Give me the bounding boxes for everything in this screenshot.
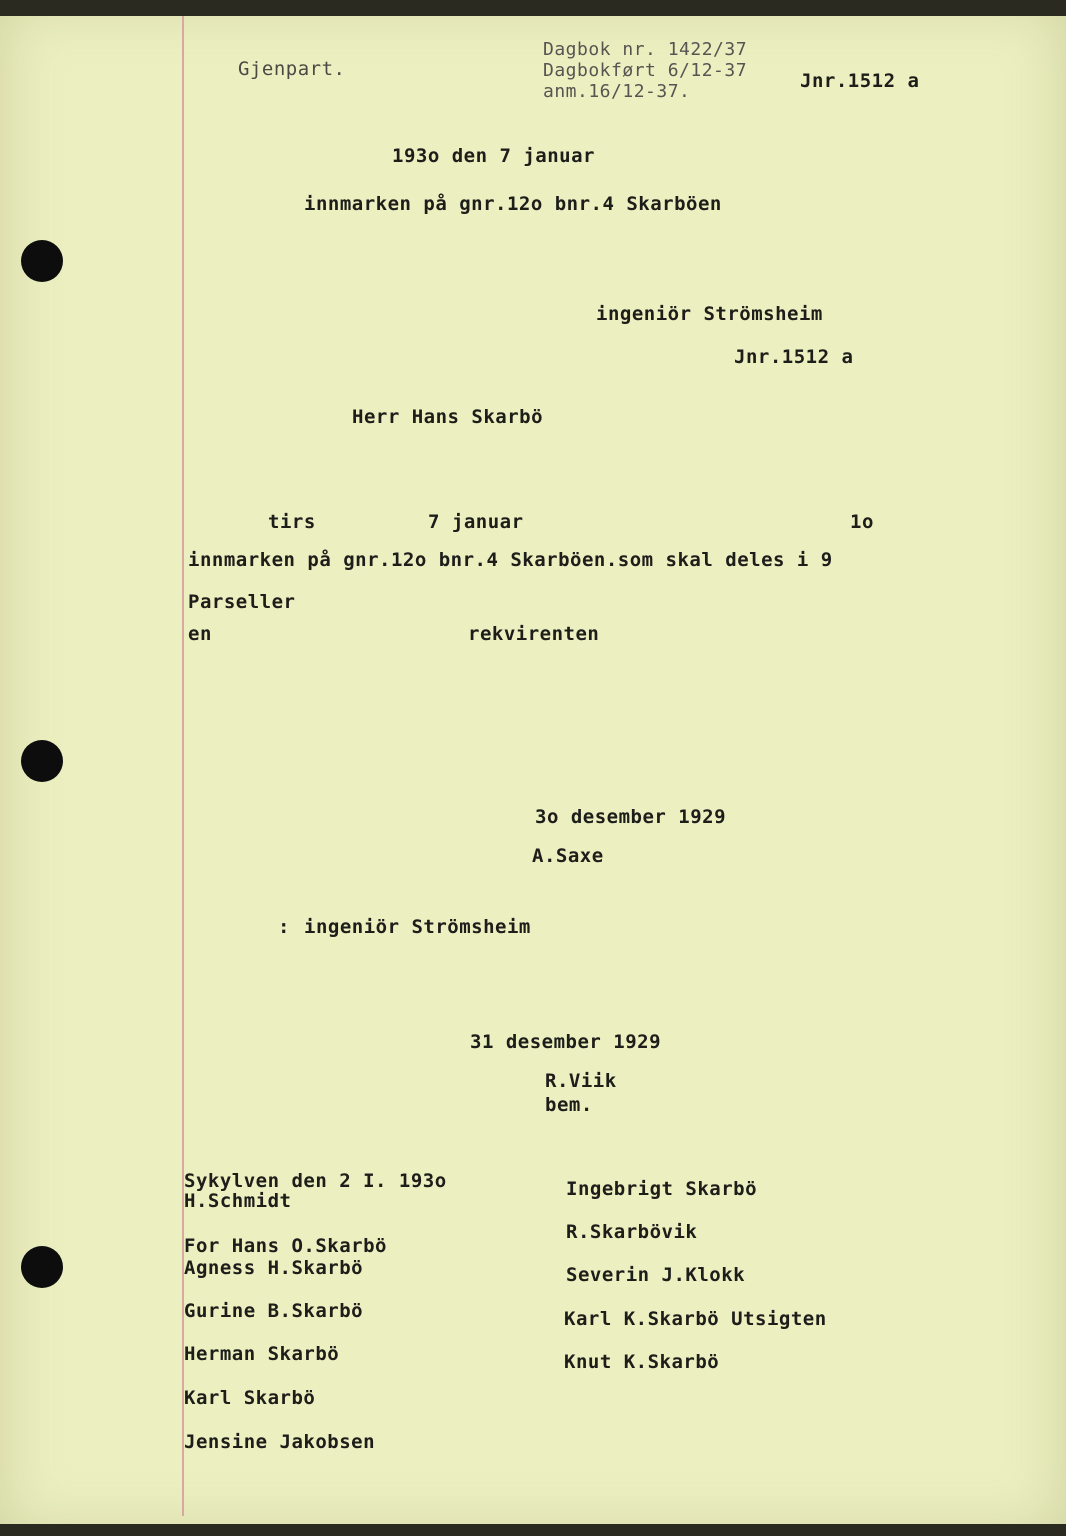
registry-stamp-line1: Dagbok nr. 1422/37 xyxy=(543,39,748,60)
signatory-right-4: Karl K.Skarbö Utsigten xyxy=(564,1308,827,1330)
meeting-day: tirs xyxy=(268,511,316,533)
punch-hole xyxy=(21,1246,63,1288)
registry-stamp-line2: Dagbokført 6/12-37 xyxy=(543,60,748,81)
signatory-left-6: Jensine Jakobsen xyxy=(184,1431,376,1453)
engineer-line-text: ingeniör Strömsheim xyxy=(304,916,531,938)
punch-hole xyxy=(21,240,63,282)
signatory-right-2: R.Skarbövik xyxy=(566,1221,698,1243)
addressee: Herr Hans Skarbö xyxy=(352,406,544,428)
signatory-right-3: Severin J.Klokk xyxy=(566,1264,746,1286)
requester-word: rekvirenten xyxy=(468,623,600,645)
copy-label: Gjenpart. xyxy=(238,58,346,80)
meeting-date: 7 januar xyxy=(428,511,524,533)
signatory-right-5: Knut K.Skarbö xyxy=(564,1351,720,1373)
registry-stamp-line3: anm.16/12-37. xyxy=(543,81,691,102)
margin-line xyxy=(182,16,184,1516)
journal-reference: Jnr.1512 a xyxy=(800,70,920,92)
signatory-right-1: Ingebrigt Skarbö xyxy=(566,1178,758,1200)
signatory-left-4: Herman Skarbö xyxy=(184,1343,340,1365)
signature1-name: A.Saxe xyxy=(532,845,604,867)
signature2-note: bem. xyxy=(545,1094,593,1116)
signatory-left-3: Gurine B.Skarbö xyxy=(184,1300,364,1322)
en-word: en xyxy=(188,623,212,645)
engineer-line-colon: : xyxy=(278,916,290,938)
summary-property: innmarken på gnr.12o bnr.4 Skarböen xyxy=(304,193,722,215)
scan-bottom-edge xyxy=(0,1524,1066,1536)
scan-top-edge xyxy=(0,0,1066,16)
signature2-name: R.Viik xyxy=(545,1070,617,1092)
signing-place-date: Sykylven den 2 I. 193o xyxy=(184,1170,447,1192)
summary-date: 193o den 7 januar xyxy=(392,145,595,167)
signatory-left-2: Agness H.Skarbö xyxy=(184,1257,364,1279)
notice-body-line: innmarken på gnr.12o bnr.4 Skarböen.som skal deles i 9 xyxy=(188,549,833,571)
meeting-time: 1o xyxy=(850,511,874,533)
signing-witness: H.Schmidt xyxy=(184,1190,292,1212)
punch-hole xyxy=(21,740,63,782)
notice-journal-reference: Jnr.1512 a xyxy=(734,346,854,368)
parcels-word: Parseller xyxy=(188,591,296,613)
engineer-name: ingeniör Strömsheim xyxy=(596,303,823,325)
signature2-date: 31 desember 1929 xyxy=(470,1031,662,1053)
signature1-date: 3o desember 1929 xyxy=(535,806,727,828)
signatory-left-5: Karl Skarbö xyxy=(184,1387,316,1409)
signatory-left-1: For Hans O.Skarbö xyxy=(184,1235,387,1257)
